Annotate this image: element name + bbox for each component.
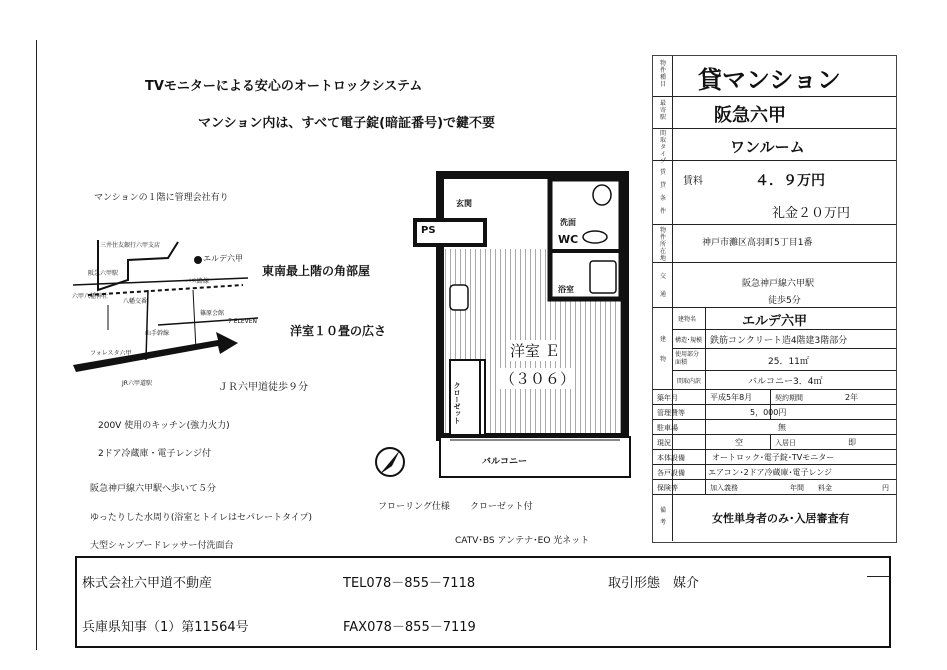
hdr-conditions: 賃貸条件 (659, 169, 666, 215)
plan-room-number: （３０６） (500, 370, 576, 388)
hdr-station: 最寄駅 (659, 100, 666, 121)
map-label-hall: 篠原会館 (200, 310, 225, 317)
spec-ins-year: 年間 (790, 484, 804, 492)
kitchen-note: 200V 使用のキッチン(強力火力) (98, 421, 230, 431)
hdr-layout: 間取タイプ (659, 130, 666, 165)
map-label-bank: 三井住友銀行六甲支店 (100, 242, 161, 249)
spec-built-label: 築年月 (657, 394, 678, 402)
plan-room-label: 洋室 Ｅ (510, 342, 560, 360)
spec-ins-fee: 料金 (818, 484, 832, 492)
spec-structure: 鉄筋コンクリート造4階建3階部分 (710, 336, 848, 346)
spec-built: 平成5年8月 (710, 393, 753, 402)
map-label-bus: バス路線 (185, 278, 210, 285)
spec-rent-label: 賃料 (683, 176, 703, 187)
spec-mgmt: 5，000円 (750, 408, 787, 417)
floor-plan (410, 165, 635, 485)
spec-area-label: 使用部分面積 (675, 351, 700, 366)
bath-note: ゆったりした水周り(浴室とトイレはセパレートタイプ) (90, 513, 313, 523)
property-marker-icon (194, 256, 202, 264)
spec-structure-label: 構造･規模 (675, 337, 703, 344)
spec-balcony-label: 間取内訳 (677, 378, 702, 385)
spec-building-name-label: 建物名 (678, 316, 697, 323)
spec-insurance-label: 保険等 (657, 484, 678, 492)
room-size-note: 洋室１０畳の広さ (290, 324, 387, 338)
spec-key-money: 礼金２０万円 (772, 206, 851, 221)
management-note: マンションの１階に管理会社有り (94, 193, 229, 203)
compass-north-icon (372, 444, 408, 480)
spec-balcony: バルコニー3．4㎡ (748, 377, 823, 387)
spec-station: 阪急六甲 (714, 105, 786, 126)
closet-note: クローゼット付 (470, 502, 533, 512)
map-label-shrine: 六甲八幡神社 (72, 293, 109, 300)
headline-2: マンション内は、すべて電子錠(暗証番号)で鍵不要 (198, 116, 496, 131)
spec-layout: ワンルーム (730, 138, 805, 156)
hdr-transport: 交通 (659, 273, 666, 298)
hdr-address: 物件所在地 (659, 227, 666, 262)
catv-note: CATV･BS アンテナ･EO 光ネット (455, 536, 590, 546)
spec-equip-label: 各戸設備 (657, 469, 685, 477)
map-label-road: 山手幹線 (145, 330, 170, 337)
plan-closet: クローゼット (453, 382, 461, 424)
hdr-notes: 備考 (659, 507, 666, 526)
spec-ins-unit: 円 (882, 484, 889, 492)
plan-entrance: 玄関 (456, 199, 472, 208)
left-border-line (36, 40, 37, 650)
map-label-hankyu: 阪急六甲駅 (88, 270, 119, 277)
jr-walk-note: ＪＲ六甲道徒歩９分 (218, 382, 308, 393)
map-label-property: エルデ六甲 (203, 254, 243, 263)
plan-bathroom: 浴室 (558, 285, 574, 294)
spec-title: 貸マンション (698, 66, 841, 94)
plan-washroom: 洗面 (560, 218, 576, 227)
hdr-building: 建物 (659, 336, 666, 363)
spec-insurance: 加入義務 (710, 484, 738, 492)
headline-1: TVモニターによる安心のオートロックシステム (145, 79, 423, 94)
map-label-foresta: フォレスタ六甲 (90, 350, 132, 357)
shampoo-note: 大型シャンプードレッサー付洗面台 (90, 541, 234, 551)
spec-parking: 無 (778, 423, 786, 432)
company-license: 兵庫県知事（1）第11564号 (82, 620, 249, 635)
spec-building-name: エルデ六甲 (742, 314, 808, 329)
spec-contract-label: 契約期間 (775, 394, 803, 402)
company-fax: FAX078－855－7119 (343, 620, 476, 635)
company-name: 株式会社六甲道不動産 (82, 576, 213, 591)
plan-ps: PS (421, 225, 436, 236)
fridge-note: 2ドア冷蔵庫・電子レンジ付 (98, 449, 212, 459)
company-deal: 取引形態 媒介 (608, 576, 700, 591)
spec-facility: オートロック･電子錠･TVモニター (712, 453, 835, 462)
flooring-note: フローリング仕様 (378, 502, 450, 512)
spec-contract: 2年 (845, 393, 859, 402)
spec-move-label: 入居日 (775, 439, 796, 447)
spec-parking-label: 駐車場 (657, 424, 678, 432)
map-label-jr: JR六甲道駅 (122, 380, 152, 387)
spec-address: 神戸市灘区高羽町5丁目1番 (702, 238, 813, 248)
map-label-koban: 八幡交番 (123, 298, 148, 305)
spec-move: 即 (848, 438, 856, 447)
spec-remarks: 女性単身者のみ･入居審査有 (712, 512, 850, 525)
spec-area: 25．11㎡ (768, 357, 809, 367)
company-tel: TEL078－855－7118 (343, 576, 476, 591)
spec-facility-label: 本体設備 (657, 454, 685, 462)
spec-mgmt-label: 管理費等 (657, 409, 685, 417)
spec-equip: エアコン･2ドア冷蔵庫･電子レンジ (708, 468, 833, 477)
spec-status-label: 現況 (657, 439, 671, 447)
plan-balcony: バルコニー (482, 457, 528, 467)
hdr-type: 物件種目 (659, 60, 666, 88)
spec-rent-value: ４．９万円 (755, 173, 825, 189)
map-label-seven: 7 ELEVEN (228, 318, 258, 325)
spec-walk: 徒歩5分 (768, 296, 801, 306)
spec-status: 空 (735, 438, 743, 447)
hankyu-walk-note: 阪急神戸線六甲駅へ歩いて５分 (90, 484, 217, 494)
plan-wc: WC (558, 233, 579, 246)
corner-room-note: 東南最上階の角部屋 (262, 264, 371, 278)
spec-line: 阪急神戸線六甲駅 (742, 279, 815, 289)
